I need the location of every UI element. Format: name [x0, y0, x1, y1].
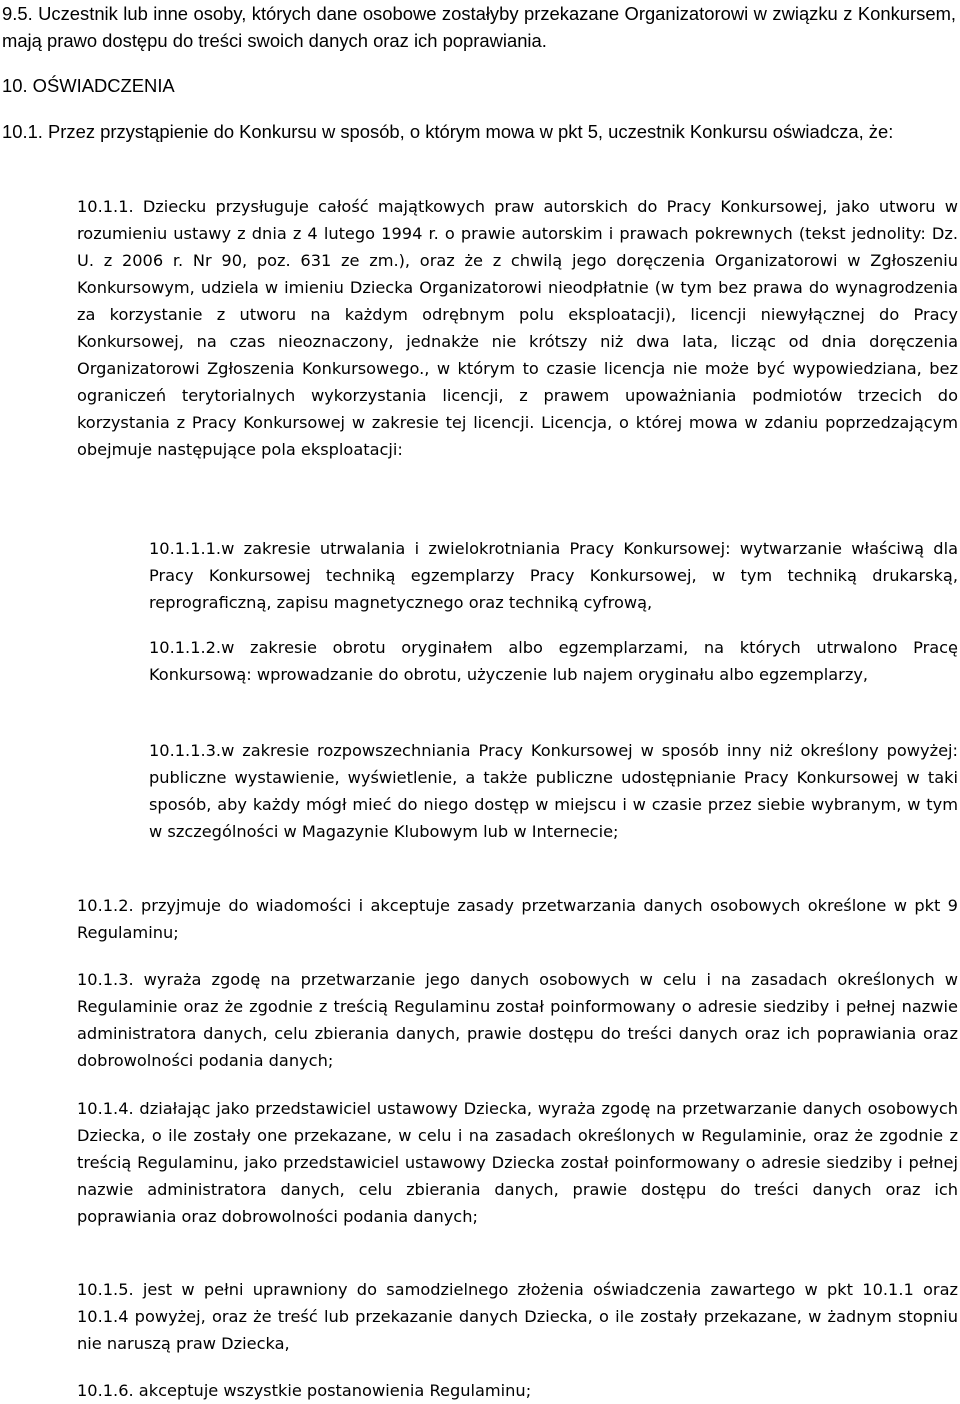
paragraph-10-1-1: 10.1.1. Dziecku przysługuje całość majątkowych praw autorskich do Pracy Konkursowej, jako utworu w rozumieniu ustawy z dnia z 4 lutego 1994 r. o prawie autorskim i prawach pokrewnych (tekst jednolity: Dz. U. z 2006 r. Nr 90, poz. 631 ze zm.), oraz że z chwilą jego doręczenia Organizatorowi w Zgłoszeniu Konkursowym, udziela w imieniu Dziecka Organizatorowi nieodpłatnie (w tym bez prawa do wynagrodzenia za korzystanie z utworu na każdym odrębnym polu eksploatacji), licencji niewyłącznej do Pracy Konkursowej, na czas nieoznaczony, jednakże nie krótszy niż dwa lata, licząc od dnia doręczenia Organizatorowi Zgłoszenia Konkursowego., w którym to czasie licencja nie może być wypowiedziana, bez ograniczeń terytorialnych wykorzystania licencji, z prawem upoważniania podmiotów trzecich do korzystania z Pracy Konkursowej w zakresie tej licencji. Licencja, o której mowa w zdaniu poprzedzającym obejmuje następujące pola eksploatacji:	[77, 197, 958, 459]
paragraph-10-1-2: 10.1.2. przyjmuje do wiadomości i akceptuje zasady przetwarzania danych osobowych określone w pkt 9 Regulaminu;	[77, 896, 958, 942]
paragraph-10-1-5: 10.1.5. jest w pełni uprawniony do samodzielnego złożenia oświadczenia zawartego w pkt 10.1.1 oraz 10.1.4 powyżej, oraz że treść lub przekazanie danych Dziecka, o ile zostały przekazane, w żadnym stopniu nie naruszą praw Dziecka,	[77, 1280, 958, 1353]
paragraph-10-1-6: 10.1.6. akceptuje wszystkie postanowienia Regulaminu;	[77, 1381, 532, 1400]
paragraph-10-1-1-1-2: 10.1.1.2.w zakresie obrotu oryginałem albo egzemplarzami, na których utrwalono Pracę Konkursową: wprowadzanie do obrotu, użyczenie lub najem oryginału albo egzemplarzy,	[149, 638, 958, 684]
paragraph-10-1-1-1-3: 10.1.1.3.w zakresie rozpowszechniania Pracy Konkursowej w sposób inny niż określony powyżej: publiczne wystawienie, wyświetlenie, a także publiczne udostępnianie Pracy Konkursowej w taki sposób, aby każdy mógł mieć do niego dostęp w miejscu i w czasie przez siebie wybranym, w tym w szczególności w Magazynie Klubowym lub w Internecie;	[149, 741, 958, 841]
paragraph-10-1: 10.1. Przez przystąpienie do Konkursu w sposób, o którym mowa w pkt 5, uczestnik Konkursu oświadcza, że:	[2, 121, 894, 142]
section-heading-10: 10. OŚWIADCZENIA	[2, 75, 175, 96]
paragraph-10-1-1-1-1: 10.1.1.1.w zakresie utrwalania i zwielokrotniania Pracy Konkursowej: wytwarzanie właściwą dla Pracy Konkursowej techniką egzemplarzy Pracy Konkursowej, w tym techniką drukarską, reprograficzną, zapisu magnetycznego oraz techniką cyfrową,	[149, 539, 958, 612]
paragraph-9-5: 9.5. Uczestnik lub inne osoby, których dane osobowe zostałyby przekazane Organizatorowi w związku z Konkursem, mają prawo dostępu do treści swoich danych oraz ich poprawiania.	[2, 3, 956, 51]
paragraph-10-1-3: 10.1.3. wyraża zgodę na przetwarzanie jego danych osobowych w celu i na zasadach określonych w Regulaminie oraz że zgodnie z treścią Regulaminu został poinformowany o adresie siedziby i pełnej nazwie administratora danych, celu zbierania danych, prawie dostępu do treści danych oraz ich poprawiania oraz dobrowolności podania danych;	[77, 970, 958, 1070]
paragraph-10-1-4: 10.1.4. działając jako przedstawiciel ustawowy Dziecka, wyraża zgodę na przetwarzanie danych osobowych Dziecka, o ile zostały one przekazane, w celu i na zasadach określonych w Regulaminie, oraz że zgodnie z treścią Regulaminu, jako przedstawiciel ustawowy Dziecka został poinformowany o adresie siedziby i pełnej nazwie administratora danych, celu zbierania danych, prawie dostępu do treści danych oraz ich poprawiania oraz dobrowolności podania danych;	[77, 1099, 958, 1226]
